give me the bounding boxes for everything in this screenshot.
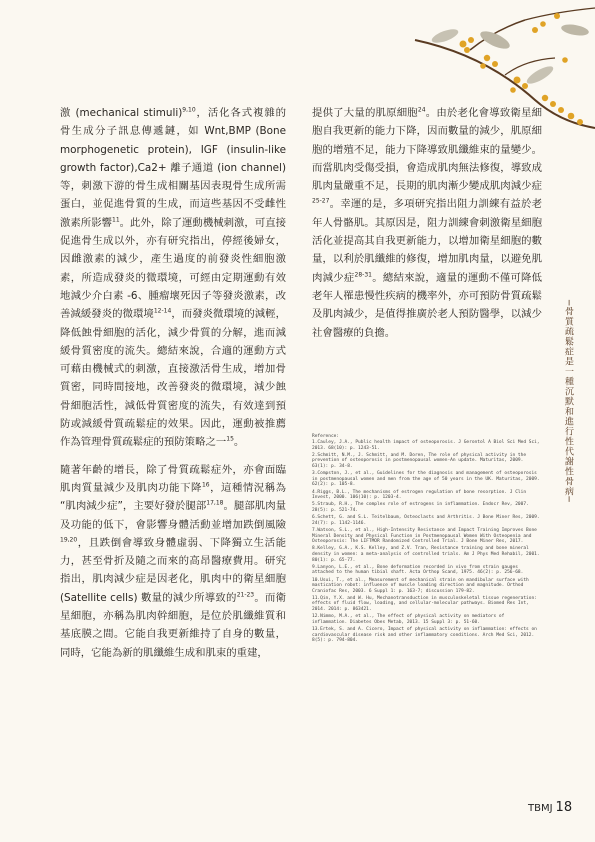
reference-item: 2.Schmitt, N.M., J. Schmitt, and M. Doren, The role of physical activity in the prevention of osteoporosis in postmenopausal women-An update. Maturitas, 2009. 63(1): p. 34-8. <box>312 452 527 470</box>
page-footer <box>528 800 572 815</box>
citation: 12-14 <box>153 307 172 315</box>
reference-item: 10.Usui, T., et al., Measurement of mechanical strain on mandibular surface with mastication robot: influence of muscle loading direction and magnitude. Orthod Craniofac Res, 2003. 6 Suppl 1: p. 163-7; discussion 179-82. <box>312 577 529 594</box>
citation: 15 <box>226 435 234 443</box>
citation: 28-31 <box>354 271 372 279</box>
left-text-column <box>60 104 286 662</box>
reference-list <box>312 434 540 645</box>
reference-item: 4.Riggs, B.L., The mechanisms of estrogen regulation of bone resorption. J Clin Invest, 2000. 106(10): p. 1203-4. <box>312 489 527 501</box>
citation: 11 <box>112 216 120 224</box>
reference-item: 5.Straub, R.H., The complex role of estrogens in inflammation. Endocr Rev, 2007. 28(5): p. 521-74. <box>312 502 529 513</box>
citation: 21-23 <box>236 591 255 599</box>
reference-item: 7.Watson, S.L., et al., High-Intensity Resistance and Impact Training Improves Bone Mineral Density and Physical Function in Postmenopausal Women With Osteopenia and Osteoporosis: The LIFTMOR Randomized Controlled Trial. J Bone Miner Res, 2017. <box>312 527 537 545</box>
reference-item: 13.Ertek, S. and A. Cicero, Impact of physical activity on inflammation: effects on cardiovascular disease risk and other inflammatory conditions. Arch Med Sci, 2012. 8(5): p. 794-804. <box>312 627 537 644</box>
right-text-column <box>312 104 542 342</box>
reference-heading: Reference: <box>312 434 340 439</box>
citation: 17,18 <box>206 499 224 507</box>
reference-item: 9.Lanyon, L.E., et al., Bone deformation recorded in vivo from strain gauges attached to the human tibial shaft. Acta Orthop Scand, 1975. 46(2): p. 256-68. <box>312 564 524 576</box>
journal-name: TBMJ <box>528 803 553 814</box>
body-paragraph: 激 (mechanical stimuli)$^{9,10}$，活化各式複雜的骨生成分子訊息傳遞鏈，如 Wnt,BMP (Bone morphogenetic protein), IGF (insulin-like growth factor),Ca2+ 離子通道 (ion channel) 等，刺激下游的骨生成相關基因表現骨生成所需蛋白，並促進骨質的生成，而這些基因不受雌性激素所影響$^{11}$。此外，除了運動機械刺激，可直接促進骨生成以外，亦有研究指出，停經後婦女，因雌激素的減少，產生過度的前發炎性細胞激素，所造成發炎的微環境，可經由定期運動有效地減少介白素 -6、腫瘤壞死因子等發炎激素，改善減緩發炎的微環境$^{12-14}$，而發炎微環境的減輕，降低蝕骨細胞的活化，減少骨質的分解，進而減緩骨質密度的流失。總結來說，合適的運動方式可藉由機械式的刺激，直接激活骨生成，增加骨質密，同時間接地，改善發炎的微環境，減少蝕骨細胞活性，減低骨質密度的流失，有效達到預防或減緩骨質疏鬆症的效果。因此，運動被推薦作為管理骨質疏鬆症的預防策略之一$^{15}$。 <box>60 106 287 449</box>
citation: 19,20 <box>60 536 78 544</box>
reference-item: 8.Kelley, G.A., K.S. Kelley, and Z.V. Tran, Resistance training and bone mineral density in women: a meta-analysis of controlled trials. Am J Phys Med Rehabil, 2001. 80(1): p. 65-77. <box>312 546 540 563</box>
page-number: 18 <box>555 800 573 815</box>
reference-item: 12.Nimmo, M.A., et al., The effect of physical activity on mediators of inflammation. Diabetes Obes Metab, 2013. 15 Suppl 3: p. 51-60. <box>312 614 505 625</box>
citation: 16 <box>201 481 210 489</box>
reference-item: 6.Schett, G. and S.L. Teitelbaum, Osteoclasts and Arthritis. J Bone Miner Res, 2009. 24(7): p. 1142-1146. <box>312 515 540 526</box>
citation: 24 <box>417 106 426 114</box>
body-paragraph: 提供了大量的肌原細胞$^{24}$。由於老化會導致衛星細胞自我更新的能力下降，因而數量的減少，肌原細胞的增殖不足，能力下降導致肌纖維束的量變少。而當肌肉受傷受損，會造成肌肉無法修復，導致成肌肉量嚴重不足，長期的肌肉漸少變成肌肉減少症$^{25-27}$。幸運的是，多項研究指出阻力訓練有益於老年人骨骼肌。其原因是，阻力訓練會刺激衛星細胞活化並提高其自我更新能力，以增加衛星細胞的數量，以利於肌纖維的修復，增加肌肉量，以避免肌肉減少症$^{28-31}$。總結來說，適量的運動不僅可降低老年人罹患慢性疾病的機率外，亦可預防骨質疏鬆及肌肉減少，是值得推廣於老人預防醫學，以減少社會醫療的負擔。 <box>312 106 543 339</box>
citation: 25-27 <box>312 198 330 206</box>
body-paragraph: 隨著年齡的增長，除了骨質疏鬆症外，亦會面臨肌肉質量減少及肌肉功能下降$^{16}$，這種情況稱為 “肌肉減少症”，主要好發於腿部$^{17,18}$。腿部肌肉量及功能的低下，會影響身體活動並增加跌倒風險$^{19,20}$，且跌倒會導致身體虛弱、下降獨立生活能力，甚至骨折及隨之而來的高昂醫療費用。研究指出，肌肉減少症是因老化，肌肉中的衛星細胞 (Satellite cells) 數量的減少所導致的$^{21-23}$。而衛星細胞，亦稱為肌肉幹細胞，是位於肌纖維質和基底膜之間。它能自我更新維持了自身的數量，同時，它能為新的肌纖維生成和肌束的重建， <box>60 463 287 659</box>
sidebar-pull-quote: ─骨質疏鬆症是一種沉默和進行性代謝性骨病─ <box>563 300 573 503</box>
reference-item: 3.Compston, J., et al., Guidelines for the diagnosis and management of osteoporosis in postmenopausal women and men from the age of 50 years in the UK. Maturitas, 2009. 62(2): p. 105-8. <box>312 471 540 488</box>
reference-item: 11.Qin, Y.X. and W. Hu, Mechanotransduction in musculoskeletal tissue regeneration: effects of fluid flow, loading, and cellular-molecular pathways. Biomed Res Int, 2014. 2014: p. 863421. <box>312 595 537 613</box>
reference-item: 1.Cauley, J.A., Public health impact of osteoporosis. J Gerontol A Biol Sci Med Sci, 2013. 68(10): p. 1243-51. <box>312 440 540 451</box>
citation: 9,10 <box>182 106 196 114</box>
